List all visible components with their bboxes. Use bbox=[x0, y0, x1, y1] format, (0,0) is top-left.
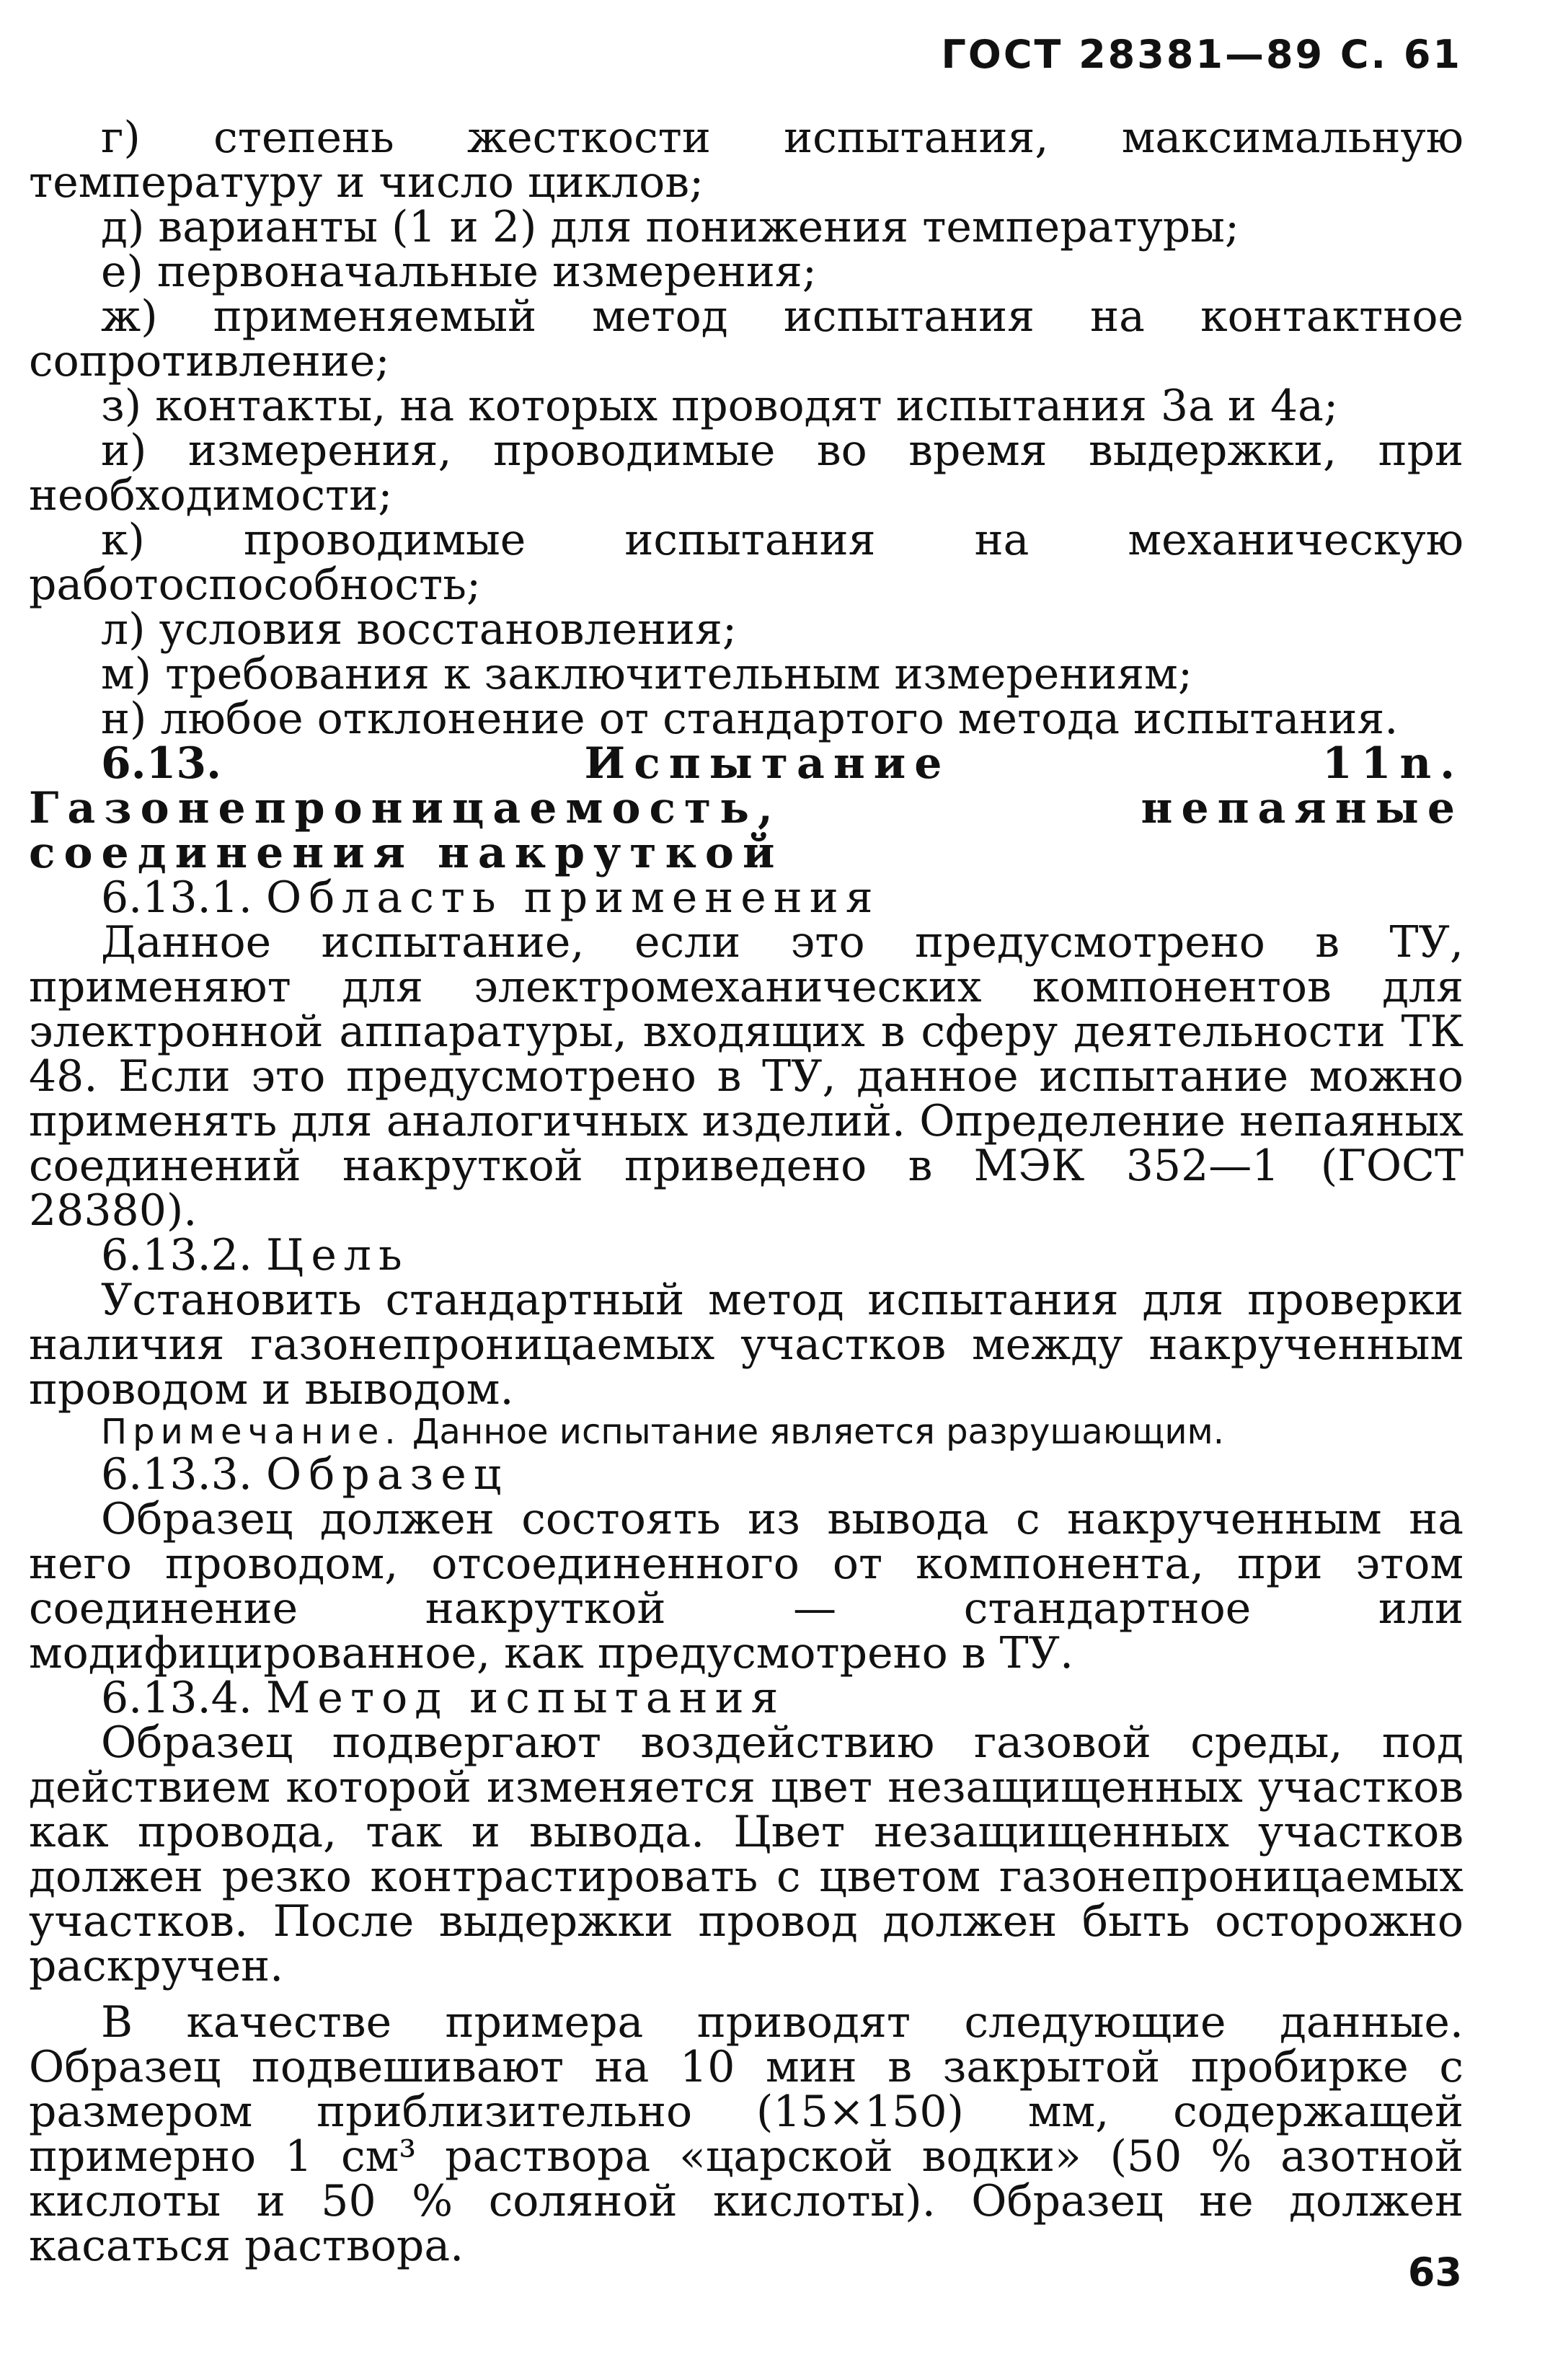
section-title: Метод испытания bbox=[266, 1673, 786, 1723]
list-item-e: е) первоначальные измерения; bbox=[101, 247, 817, 297]
section-heading-6-13-4 bbox=[29, 1673, 1464, 1723]
list-item-n: н) любое отклонение от стандартого метода испытания. bbox=[101, 694, 1399, 744]
section-number: 6.13.1. bbox=[101, 872, 252, 923]
section-number: 6.13. bbox=[101, 738, 222, 789]
list-item-z: з) контакты, на которых проводят испытания 3а и 4а; bbox=[101, 381, 1339, 431]
section-number: 6.13.3. bbox=[101, 1449, 252, 1500]
section-title: Цель bbox=[266, 1230, 409, 1280]
section-text-6-13-4-b: В качестве примера приводят следующие данные. Образец подвешивают на 10 мин в закрытой пробирке с размером приблизительно (15×150) мм, содержащей примерно 1 см³ раствора «царской водки» (50 % азотной кислоты и 50 % соляной кислоты). Образец не должен касаться раствора. bbox=[29, 1997, 1464, 2271]
note-label: Примечание. bbox=[101, 1412, 402, 1452]
list-item-m: м) требования к заключительным измерениям; bbox=[101, 649, 1193, 699]
list-item-l: л) условия восстановления; bbox=[101, 604, 738, 655]
section-text-6-13-2: Установить стандартный метод испытания для проверки наличия газонепроницаемых участков между накрученным проводом и выводом. bbox=[29, 1275, 1464, 1415]
section-title: Испытание 11n. Газонепроницаемость, непаяные соединения накруткой bbox=[29, 738, 1464, 878]
section-text-6-13-4-a: Образец подвергают воздействию газовой среды, под действием которой изменяется цвет незащищенных участков как провода, так и вывода. Цвет незащищенных участков должен резко контрастировать с цветом газонепроницаемых участков. После выдержки провод должен быть осторожно раскручен. bbox=[29, 1717, 1464, 1991]
list-item-i: и) измерения, проводимые во время выдержки, при необходимости; bbox=[29, 425, 1464, 521]
page-header: ГОСТ 28381—89 С. 61 bbox=[941, 32, 1462, 77]
section-number: 6.13.4. bbox=[101, 1673, 252, 1723]
list-item-k: к) проводимые испытания на механическую работоспособность; bbox=[29, 515, 1464, 610]
list-item-d: д) варианты (1 и 2) для понижения температуры; bbox=[101, 202, 1240, 252]
section-heading-6-13 bbox=[29, 738, 1464, 878]
document-body bbox=[29, 112, 1464, 2271]
section-heading-6-13-1 bbox=[29, 872, 1464, 923]
list-item-zh: ж) применяемый метод испытания на контактное сопротивление; bbox=[29, 291, 1464, 386]
note-text: Данное испытание является разрушающим. bbox=[412, 1412, 1224, 1452]
section-text-6-13-3: Образец должен состоять из вывода с накрученным на него проводом, отсоединенного от компонента, при этом соединение накруткой — стандартное или модифицированное, как предусмотрено в ТУ. bbox=[29, 1494, 1464, 1678]
note bbox=[29, 1412, 1464, 1452]
section-number: 6.13.2. bbox=[101, 1230, 252, 1280]
page-number: 63 bbox=[1407, 2250, 1462, 2295]
section-title: Область применения bbox=[266, 872, 880, 923]
section-heading-6-13-2 bbox=[29, 1230, 1464, 1280]
section-text-6-13-1: Данное испытание, если это предусмотрено в ТУ, применяют для электромеханических компонентов для электронной аппаратуры, входящих в сферу деятельности ТК 48. Если это предусмотрено в ТУ, данное испытание можно применять для аналогичных изделий. Определение непаяных соединений накруткой приведено в МЭК 352—1 (ГОСТ 28380). bbox=[29, 917, 1464, 1236]
section-title: Образец bbox=[266, 1449, 509, 1500]
list-item-g: г) степень жесткости испытания, максимальную температуру и число циклов; bbox=[29, 112, 1464, 208]
section-heading-6-13-3 bbox=[29, 1449, 1464, 1500]
